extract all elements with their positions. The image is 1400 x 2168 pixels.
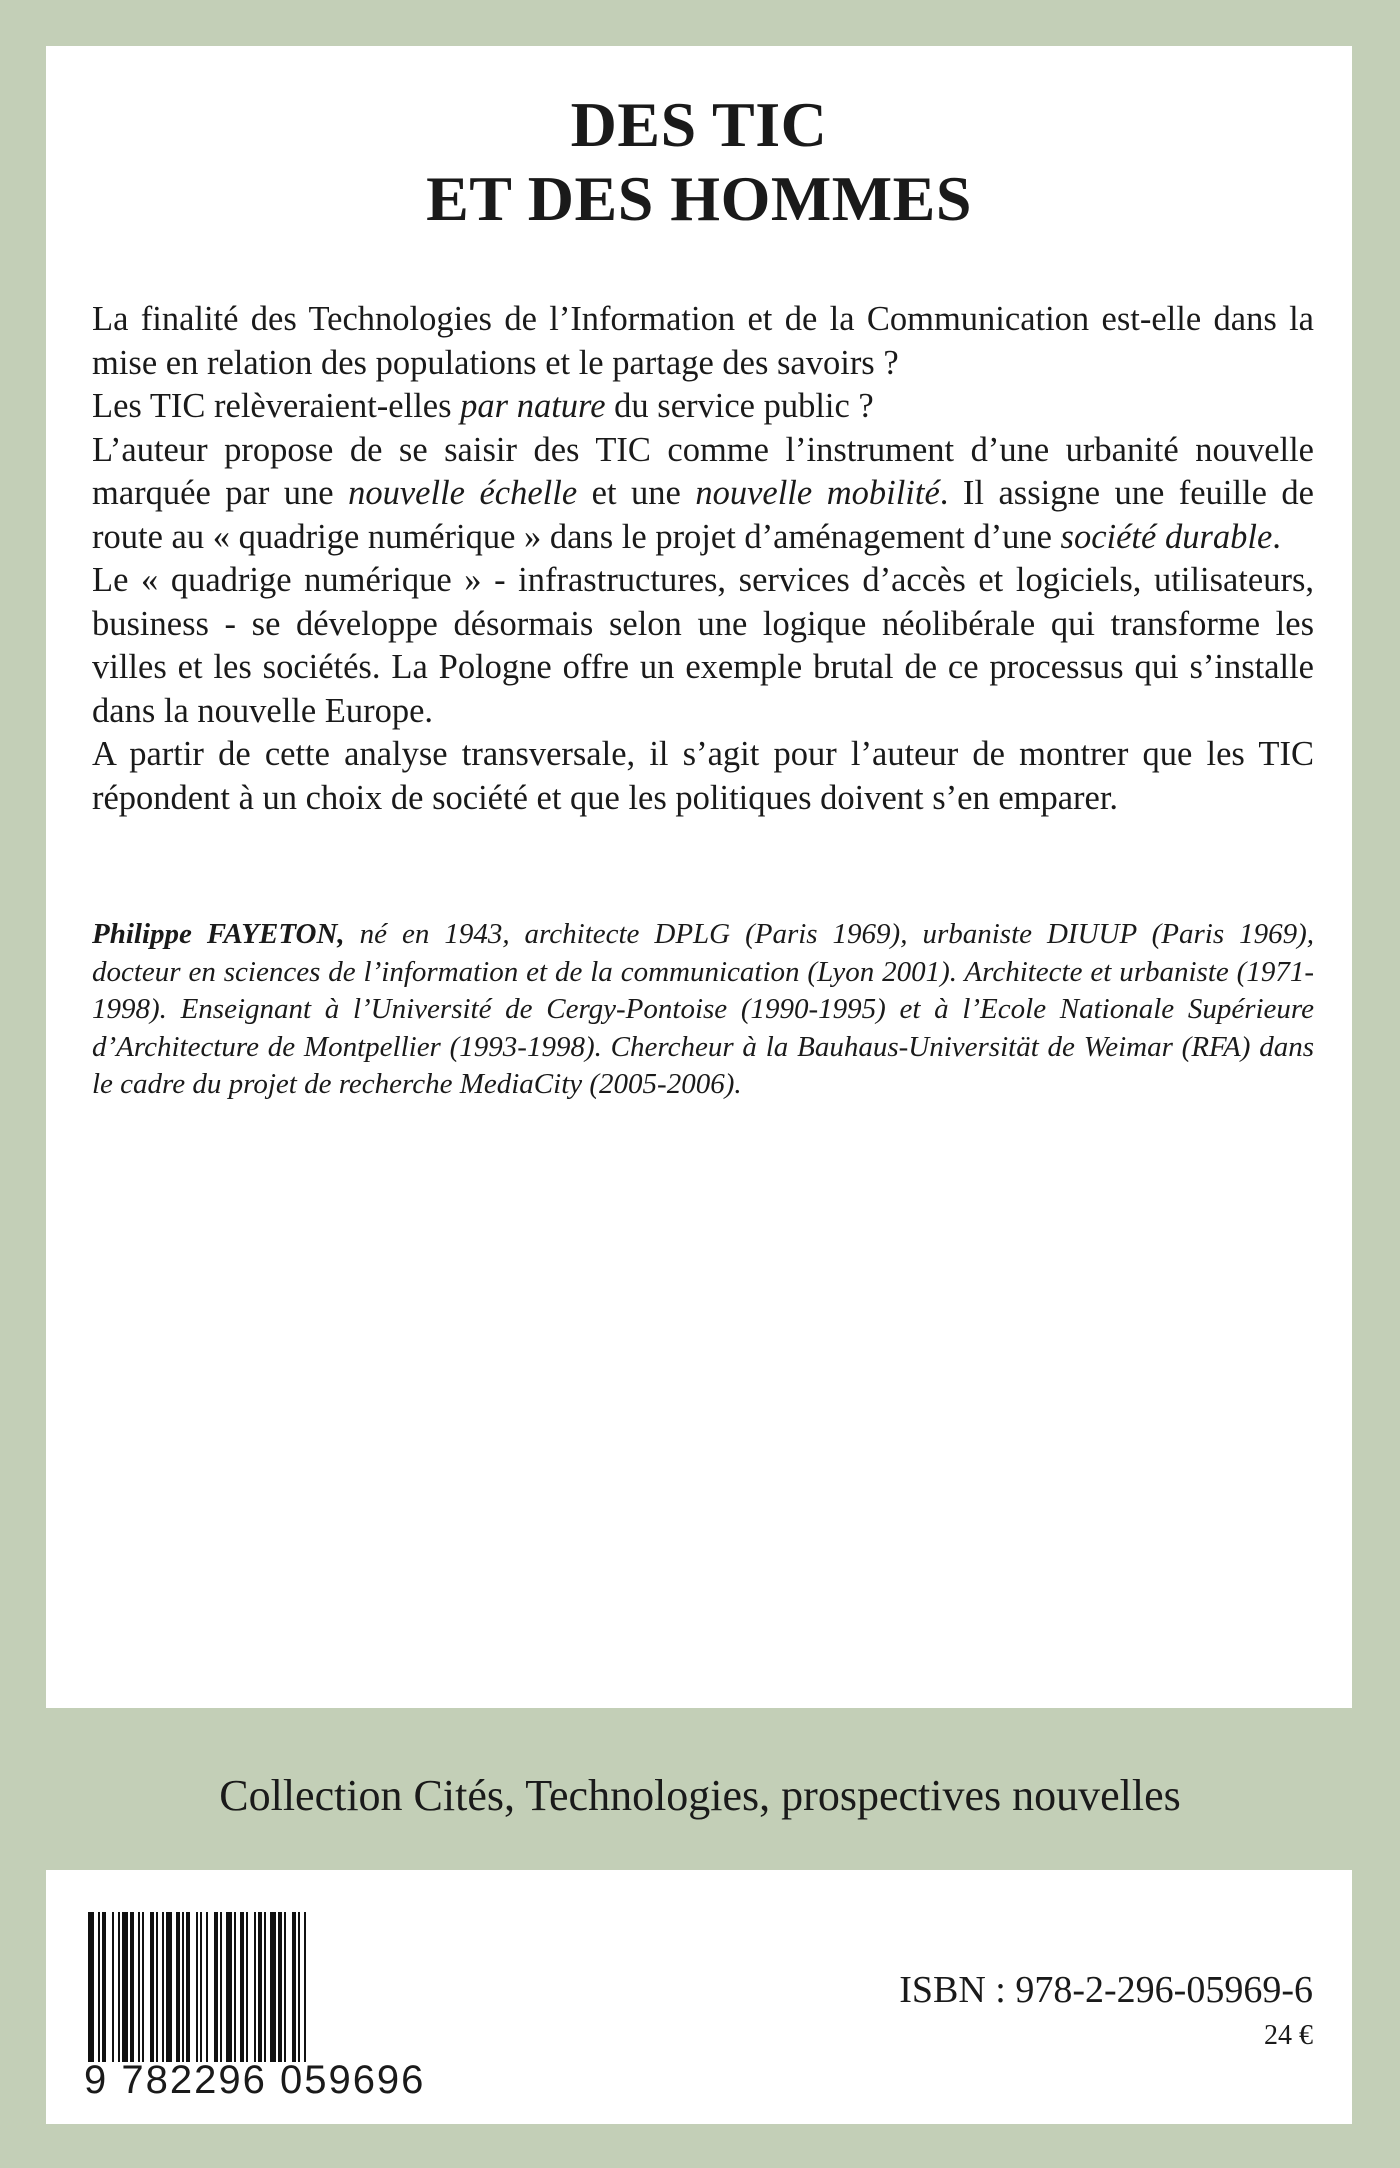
- barcode-bar: [284, 1912, 286, 2062]
- blurb-text: et une: [577, 474, 696, 512]
- barcode-bar: [298, 1912, 300, 2062]
- blurb-text: du service public ?: [605, 387, 874, 425]
- book-title: [46, 88, 1352, 236]
- barcode-bar: [98, 1912, 100, 2062]
- collection-name: Collection Cités, Technologies, prospectives nouvelles: [219, 1771, 1181, 1820]
- barcode-bar: [240, 1912, 244, 2062]
- barcode-bar: [150, 1912, 154, 2062]
- barcode-bar: [138, 1912, 140, 2062]
- author-bio: [92, 916, 1314, 1104]
- blurb-paragraph-5: A partir de cette analyse transversale, il s’agit pour l’auteur de montrer que les TIC répondent à un choix de société et que les politiques doivent s’en emparer.: [92, 735, 1314, 817]
- barcode-bar: [254, 1912, 256, 2062]
- blurb-text: . Il assigne une feuille de route au « quadrige numérique » dans le projet d’aménagement d’une: [92, 474, 1314, 556]
- title-line-1: DES TIC: [570, 89, 828, 160]
- barcode-bar: [234, 1912, 236, 2062]
- barcode-bar: [118, 1912, 120, 2062]
- barcode-bar: [226, 1912, 232, 2062]
- blurb-paragraph-1: La finalité des Technologies de l’Information et de la Communication est-elle dans la mise en relation des populations et le partage des savoirs ?: [92, 300, 1314, 382]
- blurb-emphasis: nouvelle mobilité: [695, 474, 940, 512]
- barcode-bar: [264, 1912, 266, 2062]
- barcode-bar: [130, 1912, 134, 2062]
- barcode-bar: [304, 1912, 306, 2062]
- author-name: Philippe FAYETON,: [92, 918, 345, 950]
- barcode-digits: 9 782296 059696: [84, 2058, 426, 2102]
- barcode-bar: [292, 1912, 296, 2062]
- isbn: ISBN : 978-2-296-05969-6: [899, 1969, 1313, 2011]
- barcode-bar: [196, 1912, 198, 2062]
- book-blurb: [92, 298, 1314, 820]
- barcode-bar: [166, 1912, 172, 2062]
- barcode-bar: [162, 1912, 164, 2062]
- barcode-bar: [142, 1912, 144, 2062]
- blurb-paragraph-2: [92, 385, 1314, 429]
- blurb-text: Les TIC relèveraient-elles: [92, 387, 461, 425]
- blurb-paragraph-4: Le « quadrige numérique » - infrastructures, services d’accès et logiciels, utilisateurs, business - se développe désormais selon une logique néolibérale qui transforme les villes et les sociétés. La Pologne offre un exemple brutal de ce processus qui s’installe dans la nouvelle Europe.: [92, 561, 1314, 730]
- barcode-bar: [220, 1912, 222, 2062]
- barcode-bar: [258, 1912, 262, 2062]
- blurb-text: .: [1272, 517, 1281, 556]
- barcode-image: [84, 1912, 424, 2062]
- barcode-bar: [246, 1912, 248, 2062]
- barcode-bar: [176, 1912, 180, 2062]
- title-line-2: ET DES HOMMES: [426, 163, 972, 234]
- barcode-bar: [102, 1912, 106, 2062]
- barcode-bar: [112, 1912, 114, 2062]
- barcode-bar: [156, 1912, 158, 2062]
- blurb-paragraph-3: [92, 429, 1314, 560]
- blurb-emphasis: nouvelle échelle: [348, 474, 578, 512]
- barcode-bar: [122, 1912, 128, 2062]
- blurb-text: L’auteur propose de se saisir des TIC comme l’instrument d’une urbanité nouvelle marquée par une: [92, 430, 1314, 512]
- barcode-bar: [182, 1912, 184, 2062]
- barcode-bar: [200, 1912, 202, 2062]
- price: 24 €: [1264, 2020, 1313, 2051]
- back-cover-text-panel: [46, 46, 1352, 1708]
- barcode-bar: [206, 1912, 208, 2062]
- blurb-emphasis: par nature: [460, 387, 606, 425]
- barcode-bar: [186, 1912, 190, 2062]
- author-bio-text: né en 1943, architecte DPLG (Paris 1969), urbaniste DIUUP (Paris 1969), docteur en sciences de l’information et de la communication (Lyon 2001). Architecte et urbaniste (1971-1998). Enseignant à l’Université de Cergy-Pontoise (1990-1995) et à l’Ecole Nationale Supérieure d’Architecture de Montpellier (1993-1998). Chercheur à la Bauhaus-Universität de Weimar (RFA) dans le cadre du projet de recherche MediaCity (2005-2006).: [92, 918, 1314, 1100]
- blurb-emphasis: société durable: [1060, 517, 1273, 556]
- barcode-bar: [88, 1912, 94, 2062]
- barcode-bar: [278, 1912, 282, 2062]
- barcode-bar: [214, 1912, 218, 2062]
- barcode-bar: [270, 1912, 276, 2062]
